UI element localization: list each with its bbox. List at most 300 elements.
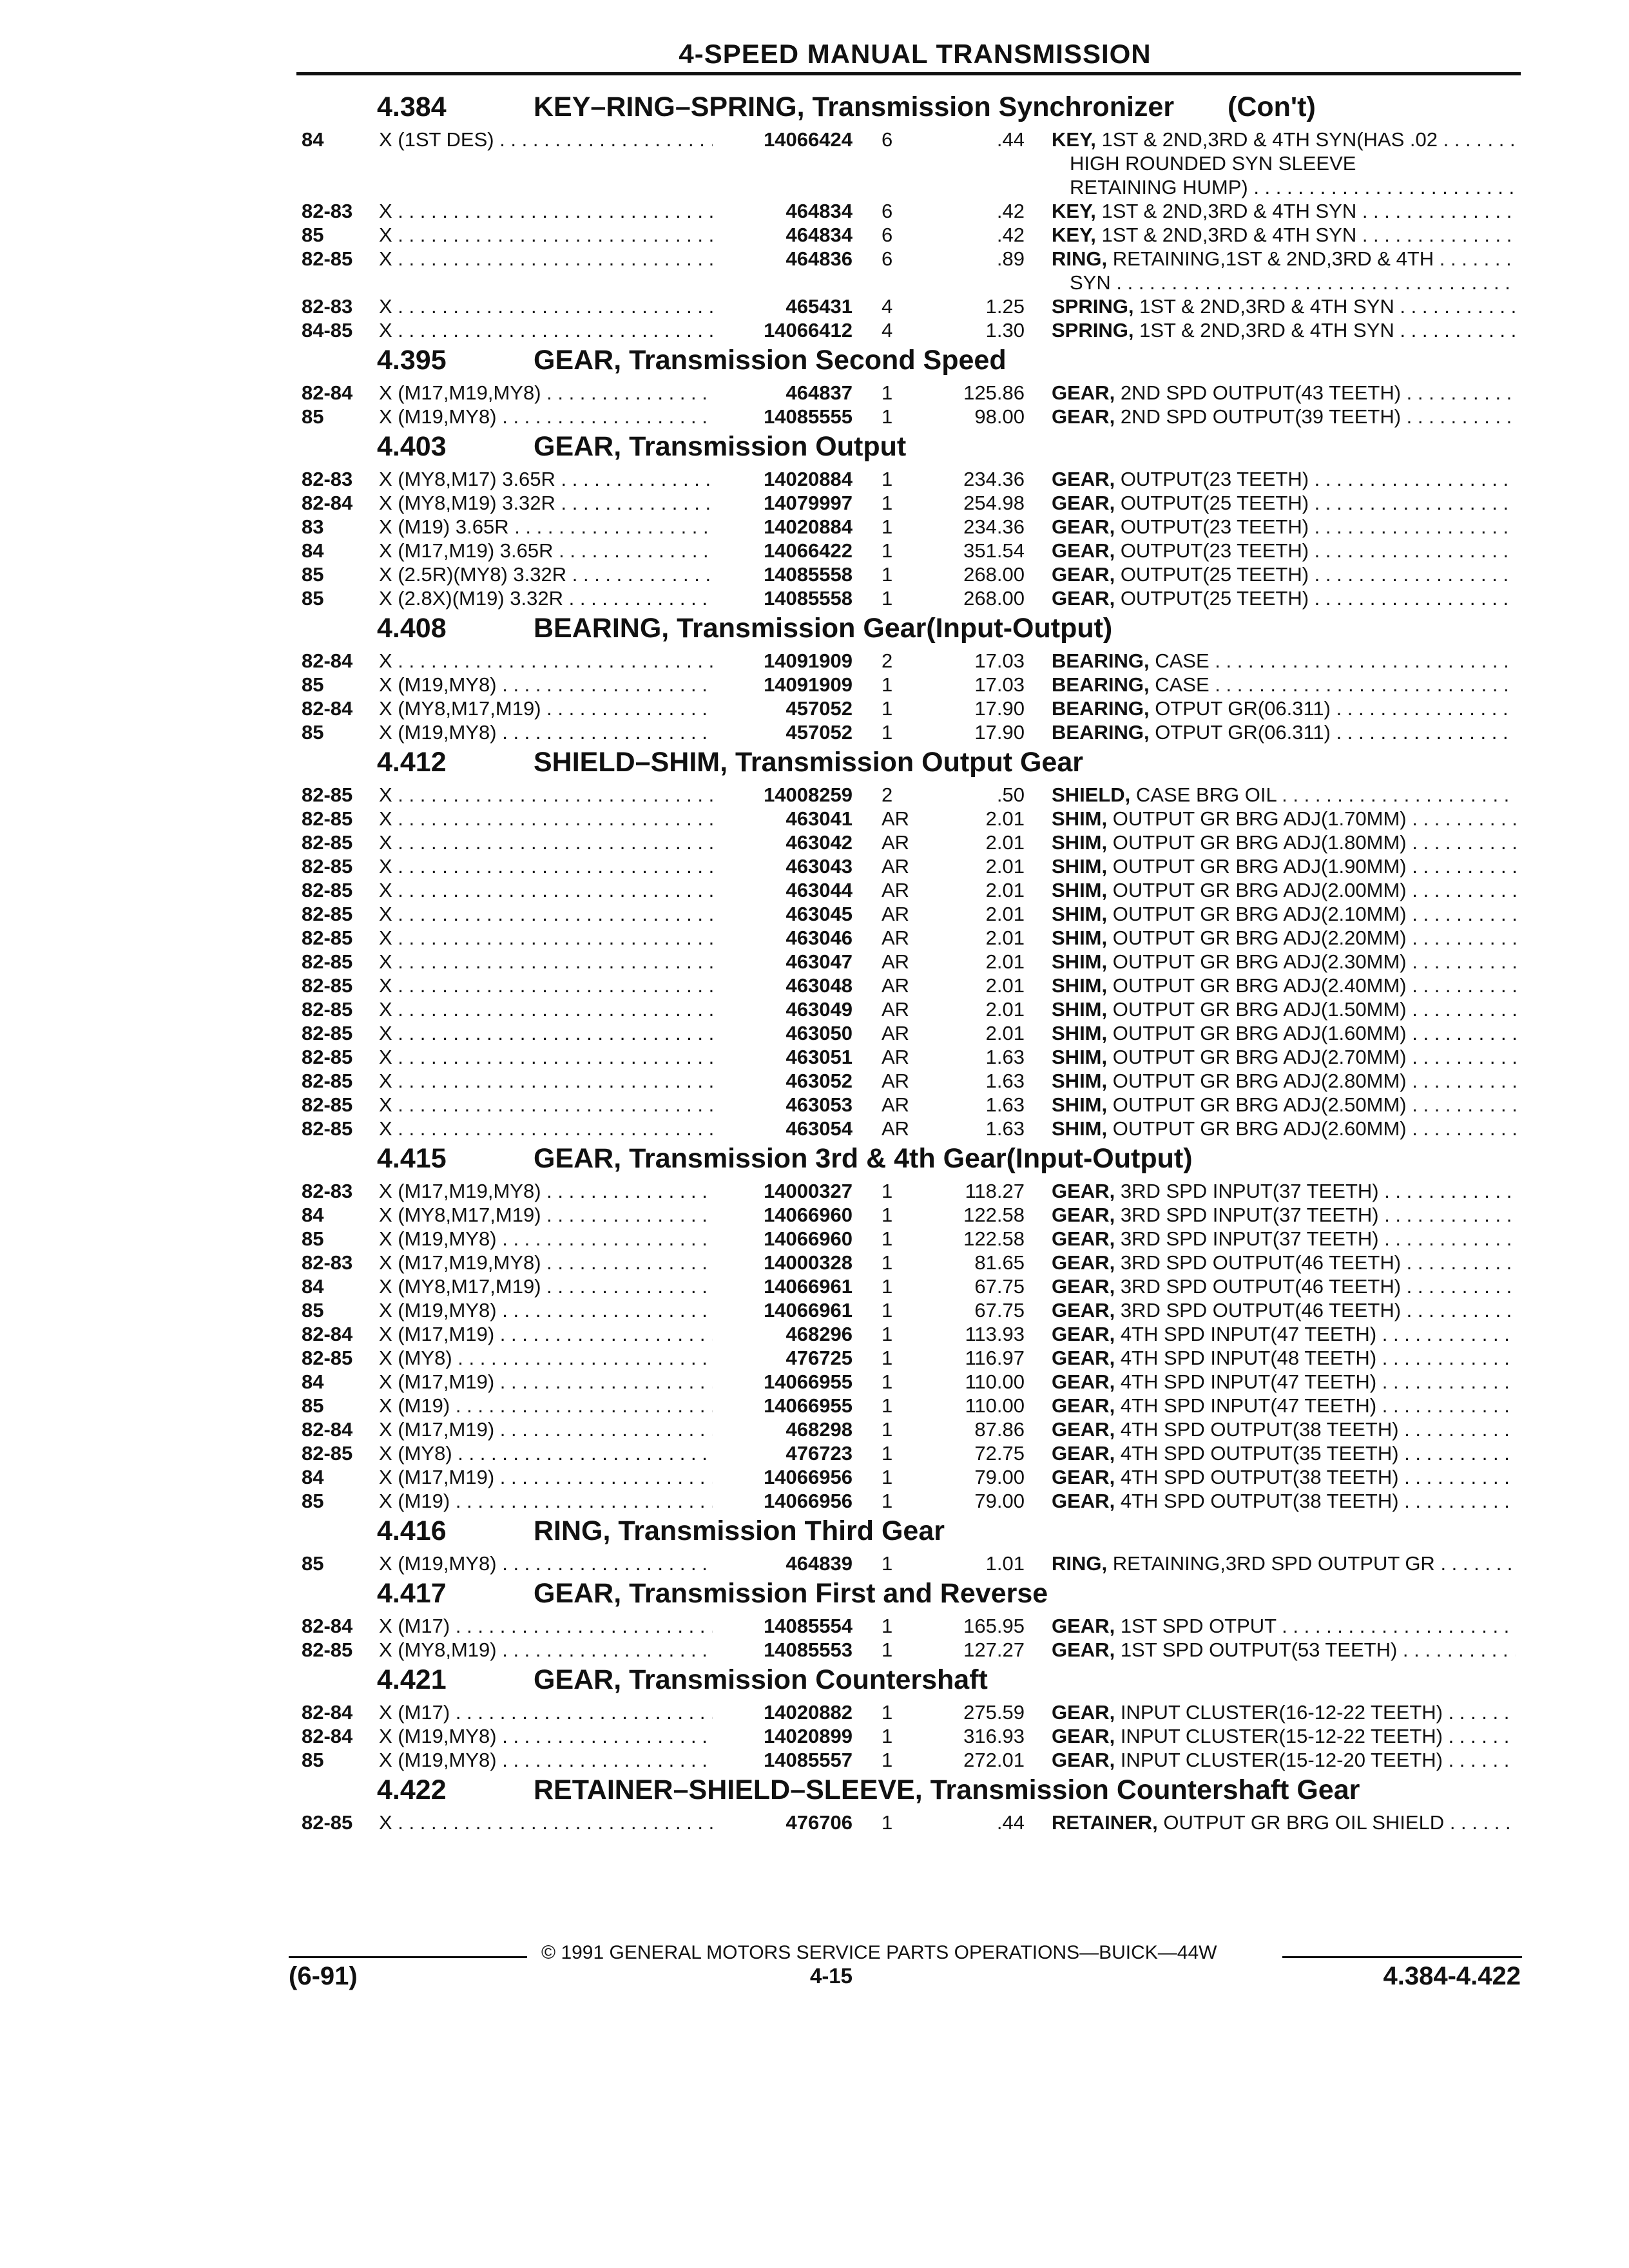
part-number: 463044 [786,879,853,901]
part-number: 463043 [786,855,853,878]
model-years: 85 [302,1394,324,1417]
description-text: 1ST SPD OTPUT [1120,1615,1277,1637]
application: X . . . [379,783,713,807]
part-row [0,405,1629,428]
model-years: 82-85 [302,1117,353,1140]
application: X . . . [379,199,713,223]
description [1052,1274,1516,1298]
description-text: OUTPUT GR BRG ADJ(2.60MM) [1112,1117,1407,1140]
description [1052,405,1516,428]
model-years: 82-84 [302,1725,353,1747]
description [1052,1465,1516,1489]
part-number: 14079997 [764,492,853,514]
price: 2.01 [985,807,1025,830]
quantity: 1 [882,1466,893,1488]
description [1052,1441,1516,1465]
section-heading [0,1772,1629,1811]
part-number: 463049 [786,998,853,1021]
description-keyword: SHIM, [1052,927,1108,949]
model-years: 82-85 [302,1022,353,1044]
part-number: 14085558 [764,563,853,586]
part-number: 463046 [786,927,853,949]
model-years: 85 [302,224,324,246]
application: X (MY8,M17,M19) . . . [379,1203,713,1227]
price: 2.01 [985,903,1025,925]
application: X (M19,MY8) . . . [379,720,713,744]
description-text: 4TH SPD OUTPUT(38 TEETH) [1120,1466,1399,1488]
application: X (MY8) . . . [379,1441,713,1465]
price: 1.30 [985,319,1025,341]
quantity: AR [882,950,910,973]
section-title: SHIELD–SHIM, Transmission Output Gear [534,747,1083,778]
quantity: 1 [882,539,893,562]
quantity: AR [882,807,910,830]
model-years: 82-84 [302,381,353,404]
part-row [0,1370,1629,1394]
application: X (M19) . . . [379,1489,713,1513]
description-text: 3RD SPD INPUT(37 TEETH) [1120,1227,1379,1250]
description-text: CASE [1155,649,1210,672]
model-years: 82-85 [302,974,353,997]
application: X (MY8,M17,M19) . . . [379,697,713,720]
part-row [0,902,1629,926]
model-years: 84 [302,1370,324,1393]
footer-rule-right [1282,1956,1522,1958]
part-number: 463041 [786,807,853,830]
description-keyword: GEAR, [1052,539,1115,562]
application: X . . . [379,902,713,926]
model-years: 82-85 [302,998,353,1021]
price: 118.27 [965,1180,1025,1202]
part-number: 463051 [786,1046,853,1068]
price: 110.00 [965,1370,1025,1393]
part-row [0,128,1629,151]
application: X (M19,MY8) . . . [379,1748,713,1772]
description-keyword: KEY, [1052,200,1096,222]
price: 17.03 [974,649,1025,672]
part-number: 14091909 [764,673,853,696]
section-heading [0,1513,1629,1552]
page-title: 4-SPEED MANUAL TRANSMISSION [679,39,1152,69]
description-continuation [0,271,1629,294]
description-text: RETAINING,3RD SPD OUTPUT GR [1112,1552,1435,1575]
part-row [0,807,1629,831]
section-number: 4.416 [377,1515,447,1546]
description [1052,1117,1516,1140]
model-years: 82-84 [302,1701,353,1724]
application: X . . . [379,807,713,831]
application: X (M19,MY8) . . . [379,1227,713,1251]
application: X (M19,MY8) . . . [379,1724,713,1748]
part-row [0,1117,1629,1140]
model-years: 85 [302,1490,324,1512]
quantity: AR [882,1046,910,1068]
description [1052,1251,1516,1274]
description [1052,467,1516,491]
price: 2.01 [985,974,1025,997]
part-row [0,974,1629,997]
quantity: AR [882,831,910,854]
model-years: 85 [302,1227,324,1250]
part-number: 14066955 [764,1370,853,1393]
model-years: 82-83 [302,468,353,490]
quantity: AR [882,974,910,997]
quantity: 6 [882,128,893,151]
model-years: 82-84 [302,697,353,720]
model-years: 85 [302,1299,324,1321]
description-text: INPUT CLUSTER(16-12-22 TEETH) [1120,1701,1443,1724]
part-number: 463054 [786,1117,853,1140]
description [1052,223,1516,247]
description [1052,1298,1516,1322]
model-years: 82-85 [302,247,353,270]
quantity: 4 [882,295,893,318]
section-heading [0,342,1629,381]
description-text: OUTPUT GR BRG ADJ(2.20MM) [1112,927,1407,949]
price: 110.00 [965,1394,1025,1417]
part-number: 463042 [786,831,853,854]
price: 2.01 [985,998,1025,1021]
description [1052,831,1516,854]
price: 272.01 [963,1749,1025,1771]
price: .44 [996,128,1025,151]
section-title: KEY–RING–SPRING, Transmission Synchronizer [534,91,1175,122]
model-years: 82-84 [302,1418,353,1441]
model-years: 82-84 [302,492,353,514]
description-keyword: GEAR, [1052,1749,1115,1771]
description-text: 4TH SPD INPUT(47 TEETH) [1120,1323,1377,1345]
description-text: OUTPUT GR BRG ADJ(2.40MM) [1112,974,1407,997]
description-keyword: GEAR, [1052,381,1115,404]
part-row [0,831,1629,854]
description [1052,673,1516,697]
application: X (M17,M19) . . . [379,1370,713,1394]
description [1052,247,1516,271]
part-row [0,515,1629,539]
section-number: 4.421 [377,1664,447,1695]
description-text: 3RD SPD INPUT(37 TEETH) [1120,1204,1379,1226]
part-number: 14020884 [764,468,853,490]
price: 351.54 [963,539,1025,562]
application: X (MY8,M19) 3.32R . . . [379,491,713,515]
part-number: 476706 [786,1811,853,1834]
price: .50 [996,783,1025,806]
application: X (MY8,M19) . . . [379,1638,713,1662]
description-keyword: KEY, [1052,224,1096,246]
section-number: 4.417 [377,1578,447,1609]
part-number: 14066412 [764,319,853,341]
part-row [0,1638,1629,1662]
model-years: 82-85 [302,855,353,878]
part-row [0,1724,1629,1748]
description-continuation [0,175,1629,199]
part-row [0,878,1629,902]
quantity: AR [882,879,910,901]
part-row [0,697,1629,720]
part-number: 14066960 [764,1227,853,1250]
section-heading [0,610,1629,649]
application: X . . . [379,1093,713,1117]
quantity: 1 [882,1615,893,1637]
description-keyword: GEAR, [1052,1394,1115,1417]
description-keyword: RETAINER, [1052,1811,1158,1834]
section-heading [0,1662,1629,1700]
quantity: AR [882,927,910,949]
price: .89 [996,247,1025,270]
description [1052,950,1516,974]
price: 17.03 [974,673,1025,696]
quantity: 1 [882,1442,893,1465]
application: X (M17,M19) . . . [379,1322,713,1346]
part-number: 14091909 [764,649,853,672]
quantity: AR [882,1022,910,1044]
model-years: 84 [302,128,324,151]
description [1052,697,1516,720]
model-years: 84-85 [302,319,353,341]
price: 1.63 [985,1046,1025,1068]
description-text: OUTPUT GR BRG ADJ(2.50MM) [1112,1093,1407,1116]
description-keyword: GEAR, [1052,1615,1115,1637]
description [1052,807,1516,831]
part-number: 468296 [786,1323,853,1345]
price: 268.00 [963,563,1025,586]
application: X . . . [379,1069,713,1093]
model-years: 85 [302,721,324,744]
part-row [0,997,1629,1021]
description-text: 2ND SPD OUTPUT(39 TEETH) [1120,405,1402,428]
section-heading [0,1140,1629,1179]
description [1052,586,1516,610]
section-title: BEARING, Transmission Gear(Input-Output) [534,613,1113,644]
price: .42 [996,224,1025,246]
description-text: 1ST & 2ND,3RD & 4TH SYN(HAS .02 [1101,128,1438,151]
quantity: 1 [882,1725,893,1747]
quantity: AR [882,1093,910,1116]
description-keyword: SHIM, [1052,855,1108,878]
description [1052,878,1516,902]
part-row [0,1322,1629,1346]
description [1052,720,1516,744]
part-row [0,1093,1629,1117]
application: X . . . [379,649,713,673]
description-continuation [0,151,1629,175]
section-heading [0,744,1629,783]
application: X . . . [379,997,713,1021]
price: 67.75 [974,1299,1025,1321]
description-text: OUTPUT(25 TEETH) [1120,587,1309,610]
part-row [0,539,1629,562]
model-years: 82-83 [302,1180,353,1202]
quantity: 2 [882,783,893,806]
part-number: 14085555 [764,405,853,428]
application: X . . . [379,1811,713,1834]
description-text: 1ST & 2ND,3RD & 4TH SYN [1139,319,1394,341]
description [1052,294,1516,318]
price: 116.97 [965,1347,1025,1369]
description-keyword: SHIM, [1052,1022,1108,1044]
description [1052,902,1516,926]
description-keyword: BEARING, [1052,673,1150,696]
description-keyword: BEARING, [1052,649,1150,672]
model-years: 82-83 [302,200,353,222]
part-row [0,950,1629,974]
description [1052,1700,1516,1724]
part-row [0,1552,1629,1575]
section-number: 4.403 [377,431,447,462]
section-heading [0,428,1629,467]
description-text: OUTPUT GR BRG ADJ(1.90MM) [1112,855,1407,878]
quantity: 1 [882,1275,893,1298]
description-keyword: SHIM, [1052,903,1108,925]
quantity: 1 [882,563,893,586]
description [1052,1179,1516,1203]
section-title: GEAR, Transmission First and Reverse [534,1578,1048,1609]
application: X . . . [379,223,713,247]
application: X (1ST DES) . . . [379,128,713,151]
quantity: 1 [882,1251,893,1274]
part-row [0,720,1629,744]
quantity: AR [882,855,910,878]
section-title: GEAR, Transmission Output [534,431,907,462]
part-row [0,1021,1629,1045]
description-text: CASE BRG OIL [1135,783,1277,806]
part-row [0,673,1629,697]
model-years: 82-85 [302,1639,353,1661]
description [1052,1045,1516,1069]
part-row [0,1069,1629,1093]
description [1052,1346,1516,1370]
application: X . . . [379,1021,713,1045]
description-text: OUTPUT GR BRG ADJ(2.10MM) [1112,903,1407,925]
part-row [0,1748,1629,1772]
description-keyword: RING, [1052,1552,1108,1575]
application: X . . . [379,294,713,318]
part-number: 14085553 [764,1639,853,1661]
description [1052,1021,1516,1045]
quantity: 1 [882,1323,893,1345]
quantity: 1 [882,381,893,404]
part-number: 464834 [786,224,853,246]
part-number: 14066956 [764,1490,853,1512]
description-text: 2ND SPD OUTPUT(43 TEETH) [1120,381,1402,404]
part-row [0,562,1629,586]
part-row [0,381,1629,405]
description [1052,1370,1516,1394]
model-years: 85 [302,673,324,696]
description-text: 1ST & 2ND,3RD & 4TH SYN [1101,224,1357,246]
description [1052,1552,1516,1575]
model-years: 82-85 [302,1811,353,1834]
description-keyword: GEAR, [1052,1639,1115,1661]
description [1052,1748,1516,1772]
part-number: 14085557 [764,1749,853,1771]
description-continuation-text: HIGH ROUNDED SYN SLEEVE [1070,152,1356,175]
description [1052,997,1516,1021]
part-number: 14020884 [764,515,853,538]
application: X (MY8,M17,M19) . . . [379,1274,713,1298]
price: 234.36 [963,515,1025,538]
description [1052,1322,1516,1346]
description-text: OUTPUT(23 TEETH) [1120,468,1309,490]
part-number: 14085554 [764,1615,853,1637]
price: 1.63 [985,1117,1025,1140]
description-text: OTPUT GR(06.311) [1155,697,1331,720]
part-row [0,1700,1629,1724]
description-keyword: SHIM, [1052,1046,1108,1068]
application: X (M17,M19,MY8) . . . [379,1179,713,1203]
part-number: 14066956 [764,1466,853,1488]
part-row [0,1418,1629,1441]
model-years: 82-84 [302,1615,353,1637]
model-years: 82-85 [302,1347,353,1369]
description [1052,1638,1516,1662]
application: X (M17,M19) . . . [379,1465,713,1489]
description-keyword: SPRING, [1052,295,1134,318]
application: X . . . [379,831,713,854]
description-keyword: GEAR, [1052,468,1115,490]
section-continued: (Con't) [1228,91,1316,122]
description-text: CASE [1155,673,1210,696]
quantity: 1 [882,1394,893,1417]
description-keyword: SHIM, [1052,1093,1108,1116]
quantity: 1 [882,697,893,720]
part-row [0,783,1629,807]
application: X (M17) . . . [379,1700,713,1724]
part-number: 464836 [786,247,853,270]
part-number: 465431 [786,295,853,318]
description [1052,318,1516,342]
price: 2.01 [985,927,1025,949]
model-years: 85 [302,405,324,428]
model-years: 82-83 [302,1251,353,1274]
part-row [0,1045,1629,1069]
price: 1.63 [985,1070,1025,1092]
description-keyword: SHIM, [1052,807,1108,830]
footer-date-code: (6-91) [289,1962,358,1990]
price: 125.86 [963,381,1025,404]
application: X (M19,MY8) . . . [379,1552,713,1575]
section-number: 4.395 [377,345,447,376]
part-row [0,586,1629,610]
description [1052,974,1516,997]
part-row [0,1179,1629,1203]
description-text: 4TH SPD OUTPUT(35 TEETH) [1120,1442,1399,1465]
application: X . . . [379,1117,713,1140]
description-keyword: GEAR, [1052,1323,1115,1345]
footer-copyright: © 1991 GENERAL MOTORS SERVICE PARTS OPERATIONS—BUICK—44W [541,1942,1217,1963]
section-title: RETAINER–SHIELD–SLEEVE, Transmission Countershaft Gear [534,1774,1360,1805]
model-years: 82-85 [302,950,353,973]
quantity: 6 [882,224,893,246]
quantity: 1 [882,1418,893,1441]
price: 254.98 [963,492,1025,514]
application: X (M17,M19) 3.65R . . . [379,539,713,562]
part-number: 14066961 [764,1275,853,1298]
description-keyword: GEAR, [1052,1466,1115,1488]
description [1052,1069,1516,1093]
part-number: 14066961 [764,1299,853,1321]
description-keyword: GEAR, [1052,1418,1115,1441]
description-keyword: GEAR, [1052,492,1115,514]
section-number: 4.422 [377,1774,447,1805]
price: 79.00 [974,1490,1025,1512]
application: X (2.8X)(M19) 3.32R . . . [379,586,713,610]
quantity: 1 [882,1811,893,1834]
price: 2.01 [985,950,1025,973]
price: 2.01 [985,1022,1025,1044]
price: 79.00 [974,1466,1025,1488]
description-text: 1ST & 2ND,3RD & 4TH SYN [1101,200,1357,222]
